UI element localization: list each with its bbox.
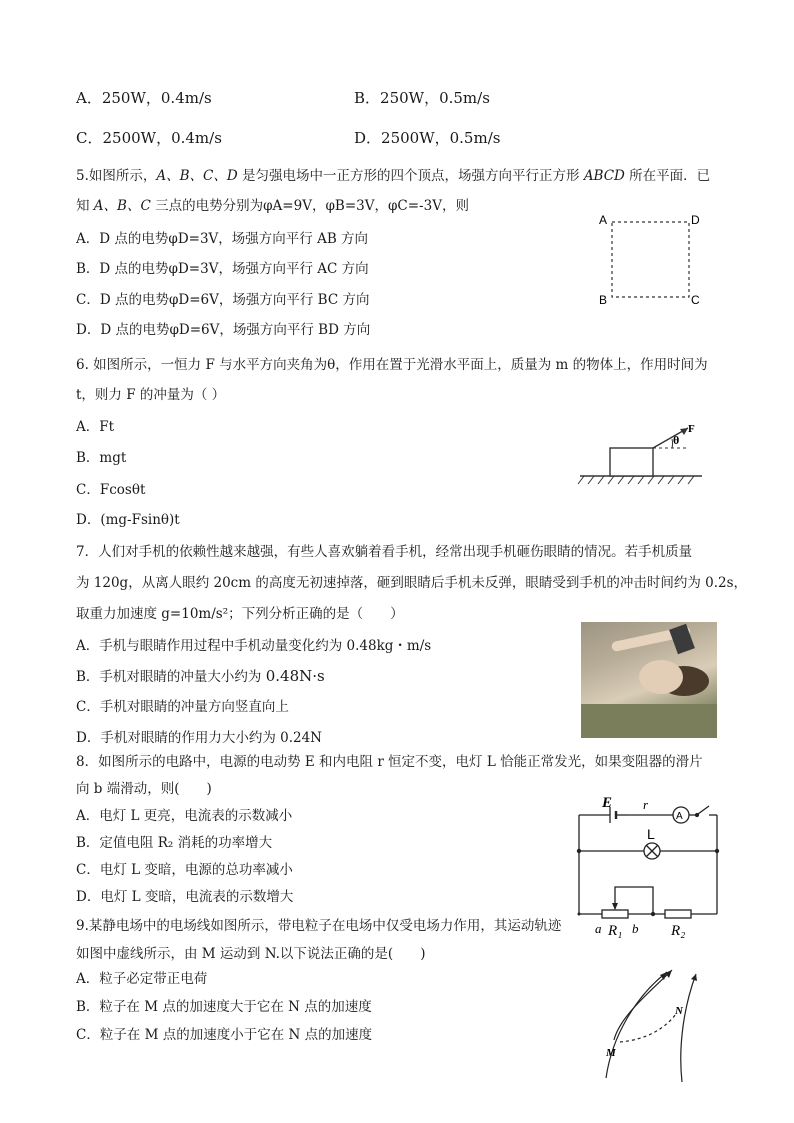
q5-option-a: A．D 点的电势φD=3V，场强方向平行 AB 方向 <box>76 231 369 247</box>
q6-ground-hatch <box>578 476 694 484</box>
q5-label-a: A <box>599 213 608 227</box>
q5-option-c: C．D 点的电势φD=6V，场强方向平行 BC 方向 <box>76 292 370 308</box>
q9-option-c: C．粒子在 M 点的加速度小于它在 N 点的加速度 <box>76 1027 373 1043</box>
q6-stem-line1: 6. 如图所示，一恒力 F 与水平方向夹角为θ，作用在置于光滑水平面上，质量为 m 的物体上，作用时间为 <box>76 357 708 373</box>
q5-label-d: D <box>691 213 700 227</box>
q8-circuit-figure <box>572 793 724 938</box>
q6-block-figure <box>576 418 706 488</box>
q8-stem-line2: 向 b 端滑动，则( ) <box>76 781 212 797</box>
q6-block <box>610 448 653 476</box>
q8-label-e: E <box>602 795 613 811</box>
q8-label-r1: R₁ <box>608 923 623 938</box>
q7-option-d: D．手机对眼睛的作用力大小约为 0.24N <box>76 730 322 746</box>
q5-square-dashed <box>612 222 689 297</box>
q9-label-n: N <box>675 1005 683 1017</box>
q8-label-a: a <box>595 921 602 936</box>
q4-option-b: B．250W，0.5m/s <box>354 89 490 107</box>
q7-option-a: A．手机与眼睛作用过程中手机动量变化约为 0.48kg・m/s <box>76 638 432 654</box>
q7-option-c: C．手机对眼睛的冲量方向竖直向上 <box>76 699 289 715</box>
q7-stem-line3: 取重力加速度 g=10m/s²；下列分析正确的是（ ） <box>76 606 404 622</box>
q7-stem-line1: 7．人们对手机的依赖性越来越强，有些人喜欢躺着看手机，经常出现手机砸伤眼睛的情况。若手机质量 <box>76 544 693 560</box>
q8-rheostat-r1 <box>602 910 628 918</box>
q7-person-phone-photo <box>581 622 717 738</box>
q8-label-r: r <box>643 797 649 812</box>
q9-option-a: A．粒子必定带正电荷 <box>76 971 208 987</box>
q8-stem-line1: 8．如图所示的电路中，电源的电动势 E 和内电阻 r 恒定不变，电灯 L 恰能正常发光，如果变阻器的滑片 <box>76 754 703 770</box>
q7-option-b: B．手机对眼睛的冲量大小约为 0.48N·s <box>76 667 325 685</box>
q6-option-a: A．Ft <box>76 419 115 435</box>
q6-theta-label: θ <box>673 433 680 447</box>
q6-label-f: F <box>688 423 695 435</box>
q5-stem-line2: 知 A、B、C 三点的电势分别为φA=9V，φB=3V，φC=-3V，则 <box>76 198 469 214</box>
q8-option-d: D．电灯 L 变暗，电流表的示数增大 <box>76 889 294 905</box>
q5-option-b: B．D 点的电势φD=3V，场强方向平行 AC 方向 <box>76 261 369 277</box>
q5-stem-line1: 5.如图所示，A、B、C、D 是匀强电场中一正方形的四个顶点，场强方向平行正方形 ABCD 所在平面．已 <box>76 168 711 184</box>
q5-label-b: B <box>599 293 608 307</box>
q8-option-b: B．定值电阻 R₂ 消耗的功率增大 <box>76 835 273 851</box>
q9-stem-line2: 如图中虚线所示，由 M 运动到 N.以下说法正确的是( ) <box>76 946 426 962</box>
q8-label-r2: R₂ <box>671 923 686 938</box>
q8-resistor-r2 <box>665 910 691 918</box>
q5-label-c: C <box>691 293 700 307</box>
q8-option-c: C．电灯 L 变暗，电源的总功率减小 <box>76 862 293 878</box>
q8-label-b: b <box>632 921 639 936</box>
q9-field-line-middle <box>614 970 672 1040</box>
q6-option-c: C．Fcosθt <box>76 482 146 498</box>
q8-label-ammeter: A <box>676 811 683 822</box>
q9-option-b: B．粒子在 M 点的加速度大于它在 N 点的加速度 <box>76 999 372 1015</box>
q4-option-c: C．2500W，0.4m/s <box>76 129 222 147</box>
q8-option-a: A．电灯 L 更亮，电流表的示数减小 <box>76 808 293 824</box>
q6-stem-line2: t，则力 F 的冲量为（ ） <box>76 387 226 403</box>
q4-option-a: A．250W，0.4m/s <box>76 89 212 107</box>
q9-field-lines-figure <box>592 966 712 1088</box>
q6-option-d: D．(mg-Fsinθ)t <box>76 512 180 528</box>
q9-stem-line1: 9.某静电场中的电场线如图所示，带电粒子在电场中仅受电场力作用，其运动轨迹 <box>76 918 562 934</box>
q6-option-b: B．mgt <box>76 450 127 466</box>
q9-label-m: M <box>606 1047 616 1059</box>
q8-switch <box>698 806 709 814</box>
q9-field-line-left <box>606 972 667 1078</box>
q8-label-l: L <box>647 826 655 842</box>
q5-option-d: D．D 点的电势φD=6V，场强方向平行 BD 方向 <box>76 322 371 338</box>
q5-square-figure <box>596 208 712 308</box>
q4-option-d: D．2500W，0.5m/s <box>354 129 501 147</box>
q9-field-line-right <box>681 974 696 1082</box>
q8-slider-arrow <box>612 903 618 910</box>
q9-trajectory-dashed <box>620 1014 676 1042</box>
q7-stem-line2: 为 120g，从离人眼约 20cm 的高度无初速掉落，砸到眼睛后手机未反弹，眼睛受到手机的冲击时间约为 0.2s， <box>76 575 748 591</box>
